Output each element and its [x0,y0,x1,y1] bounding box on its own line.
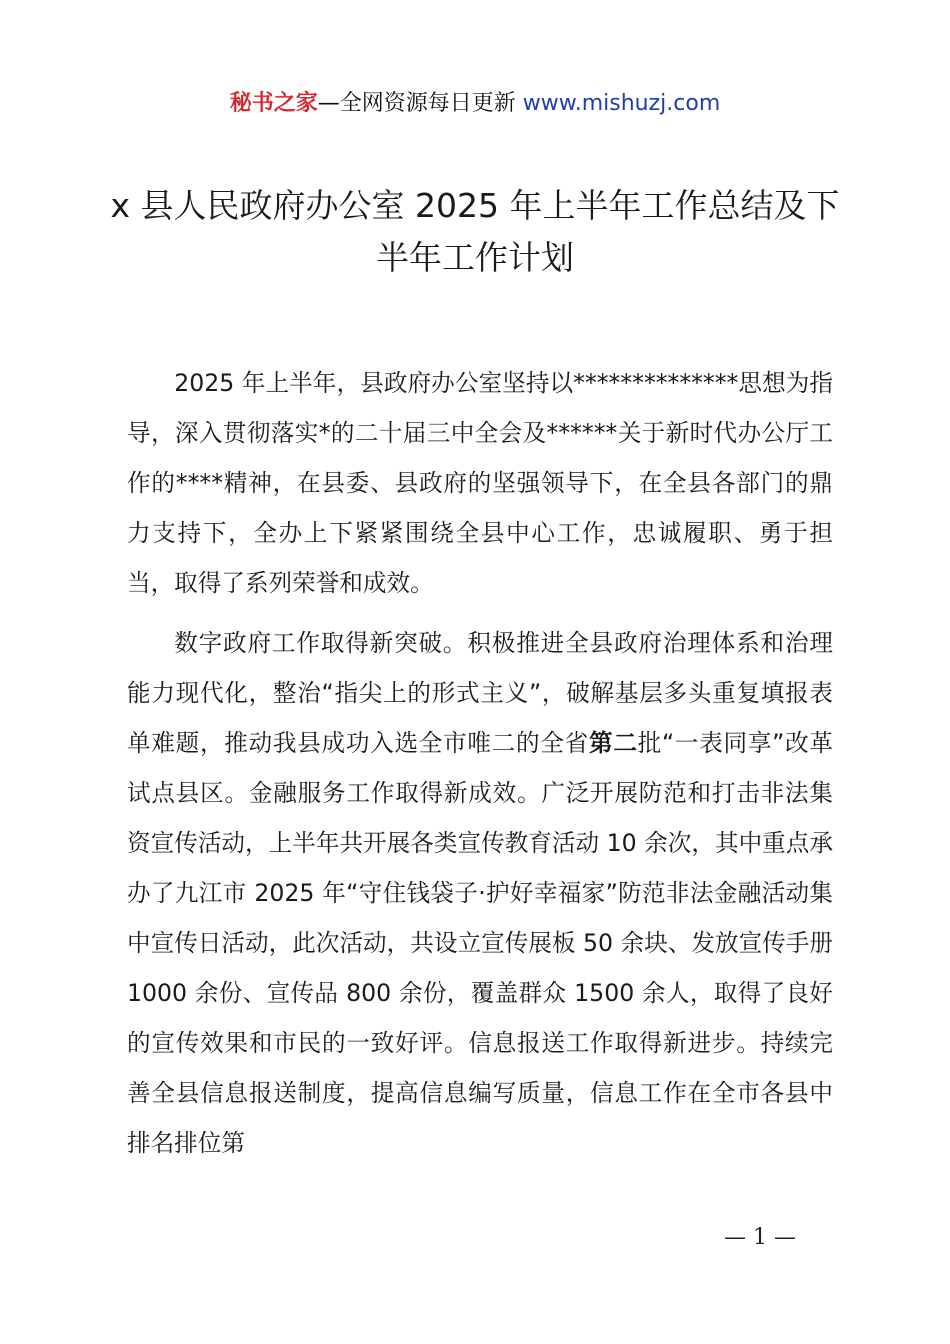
brand-name: 秘书之家 [229,91,318,116]
bold-emphasis: 第二 [589,729,638,757]
document-body [127,358,833,1168]
site-url-link[interactable]: www.mishuzj.com [522,91,721,116]
paragraph-intro: 2025 年上半年，县政府办公室坚持以**************思想为指导，深入贯彻落实*的二十届三中全会及******关于新时代办公厅工作的****精神，在县委、县政府的坚强领导下，在全县各部门的鼎力支持下，全办上下紧紧围绕全县中心工作，忠诚履职、勇于担当，取得了系列荣誉和成效。 [127,369,833,597]
site-header [0,86,950,122]
page-number: — 1 — [724,1225,796,1250]
document-title: x 县人民政府办公室 2025 年上半年工作总结及下半年工作计划 [110,186,840,277]
paragraph-text-after-bold: 批“一表同享”改革试点县区。金融服务工作取得新成效。广泛开展防范和打击非法集资宣传活动，上半年共开展各类宣传教育活动 10 余次，其中重点承办了九江市 2025 年“守住钱袋子·护好幸福家”防范非法金融活动集中宣传日活动，此次活动，共设立宣传展板 50 余块、发放宣传手册 1000 余份、宣传品 800 余份，覆盖群众 1500 余人，取得了良好的宣传效果和市民的一致好评。信息报送工作取得新进步。持续完善全县信息报送制度，提高信息编写质量，信息工作在全市各县中排名排位第 [127,729,834,1157]
header-tagline: —全网资源每日更新 [317,91,523,116]
paragraph-text-before-bold: 数字政府工作取得新突破。积极推进全县政府治理体系和治理能力现代化，整治“指尖上的形式主义”，破解基层多头重复填报表单难题，推动我县成功入选全市唯二的全省 [127,629,833,757]
paragraph-achievements [127,618,833,1168]
